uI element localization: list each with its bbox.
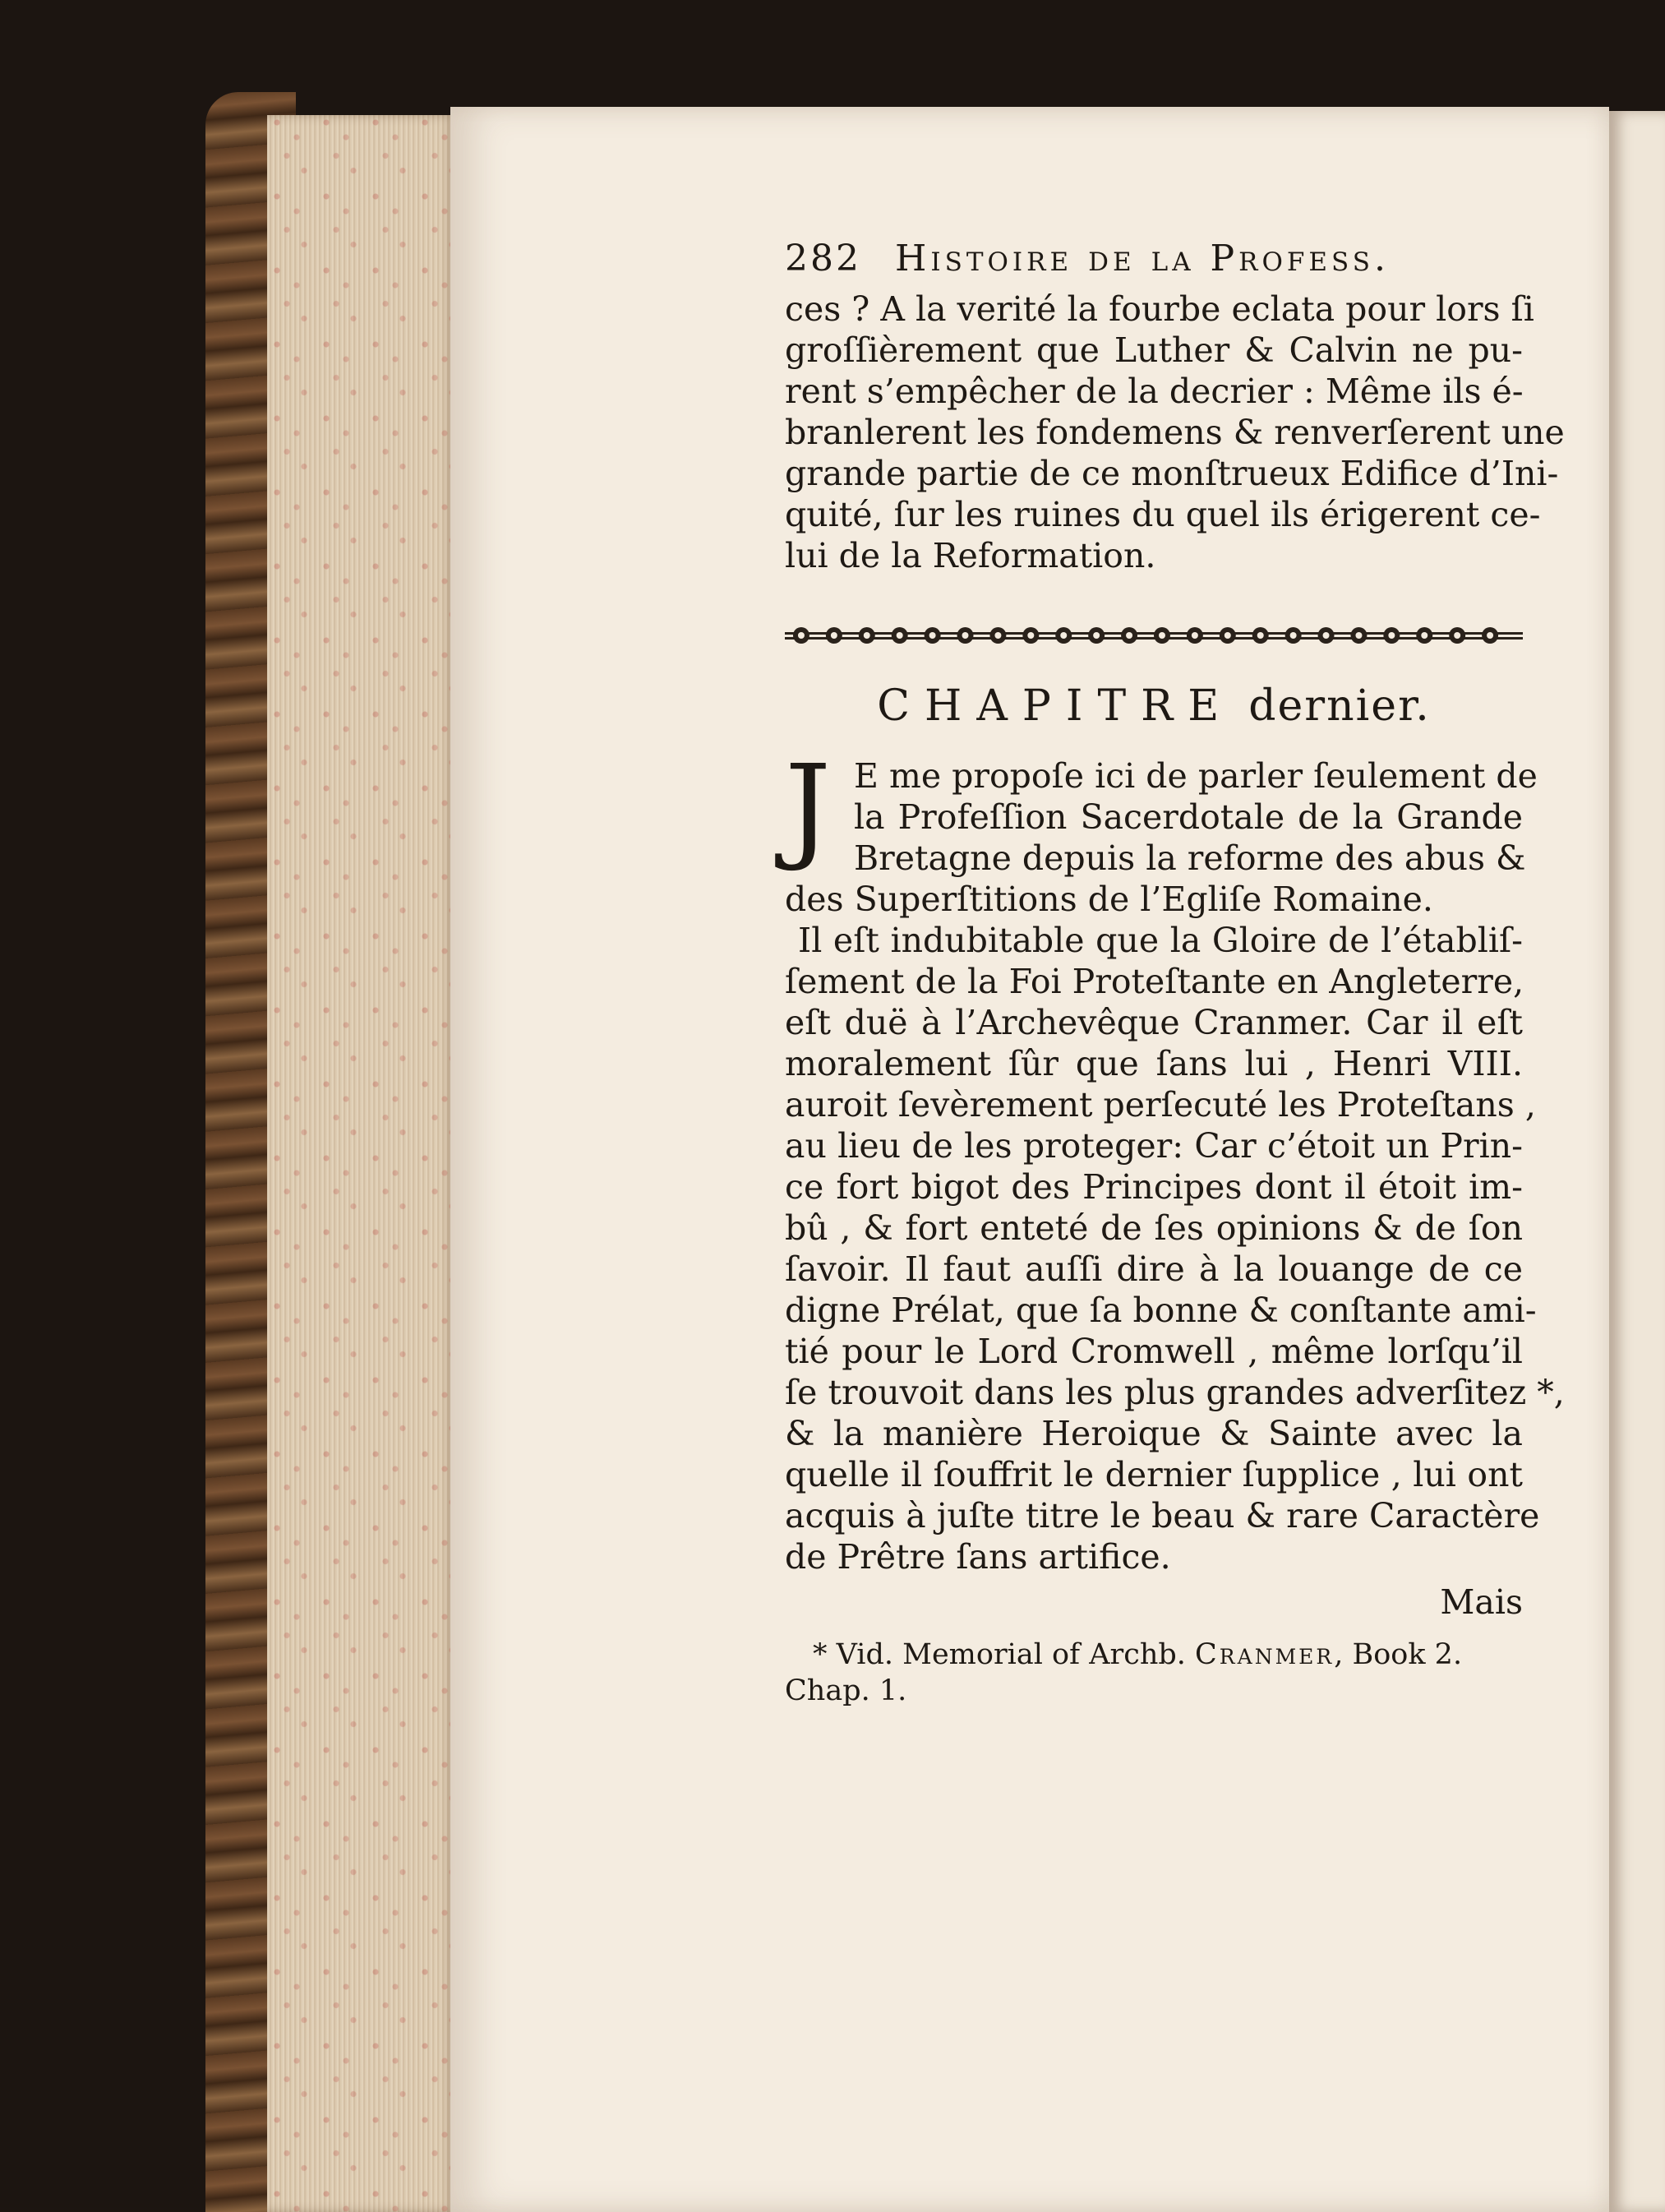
text-line: ſe trouvoit dans les plus grandes adverſitez *, <box>785 1372 1565 1412</box>
footnote-suffix: , Book 2. <box>1334 1637 1463 1671</box>
text-line: Il eſt indubitable que la Gloire de l’établiſ- <box>798 920 1523 960</box>
text-line: digne Prélat, que ſa bonne & conſtante ami- <box>785 1290 1537 1330</box>
text-line: grande partie de ce monſtrueux Edifice d’Ini- <box>785 453 1559 493</box>
text-line: quelle il ſouffrit le dernier ſupplice , lui ont <box>785 1454 1523 1494</box>
text-line: Bretagne depuis la reforme des abus & <box>854 838 1526 878</box>
text-line: ſavoir. Il faut auſſi dire à la louange de ce <box>785 1249 1523 1289</box>
text-line: la Profeſſion Sacerdotale de la Grande <box>854 797 1523 837</box>
catchword: Mais <box>1440 1582 1523 1622</box>
chapter-label: CHAPITRE <box>877 681 1234 731</box>
running-title: Histoire de la Profess. <box>894 238 1390 279</box>
text-line: des Superſtitions de l’Egliſe Romaine. <box>785 879 1433 919</box>
text-line: auroit ſevèrement perſecuté les Proteſtans , <box>785 1084 1536 1124</box>
text-line: au lieu de les proteger: Car c’étoit un Prin- <box>785 1125 1523 1166</box>
paragraph-3 <box>785 920 1565 1577</box>
text-line: & la manière Heroique & Sainte avec la <box>785 1413 1523 1453</box>
paragraph-1 <box>785 289 1565 576</box>
text-line: branlerent les fondemens & renverſerent une <box>785 412 1565 452</box>
text-line: ce fort bigot des Principes dont il étoit im- <box>785 1166 1523 1207</box>
text-line: ces ? A la verité la fourbe eclata pour lors ſi <box>785 289 1534 329</box>
footnote <box>785 1637 1523 1709</box>
drop-capital: J <box>785 740 832 875</box>
footnote-line-2: Chap. 1. <box>785 1674 907 1707</box>
text-line: ſement de la Foi Proteſtante en Angleterre, <box>785 961 1524 1001</box>
footnote-name: Cranmer <box>1195 1637 1335 1671</box>
printer-ornament-band <box>785 621 1523 650</box>
page-text <box>785 238 1565 1709</box>
text-line: tié pour le Lord Cromwell , même lorſqu’il <box>785 1331 1523 1371</box>
text-line: groſſièrement que Luther & Calvin ne pu- <box>785 330 1523 370</box>
paragraph-2 <box>785 740 1538 920</box>
text-line: acquis à juſte titre le beau & rare Caractère <box>785 1495 1540 1535</box>
page-number: 282 <box>785 238 861 279</box>
text-line: E me propoſe ici de parler ſeulement de <box>854 755 1538 796</box>
chapter-heading <box>785 681 1523 731</box>
footnote-line-1 <box>785 1637 1523 1673</box>
running-head <box>785 238 1523 280</box>
text-line: lui de la Reformation. <box>785 535 1156 575</box>
speckled-edge <box>267 115 456 2212</box>
text-line: moralement ſûr que ſans lui , Henri VIII. <box>785 1043 1523 1083</box>
text-line: bû , & fort enteté de ſes opinions & de ſon <box>785 1208 1523 1248</box>
footnote-prefix: * Vid. Memorial of Archb. <box>813 1637 1186 1671</box>
chapter-word: dernier. <box>1248 681 1431 731</box>
facing-page-edge <box>1609 111 1665 2212</box>
text-line: de Prêtre ſans artifice. <box>785 1536 1171 1577</box>
text-line: quité, ſur les ruines du quel ils érigerent ce- <box>785 494 1541 534</box>
text-line: eſt duë à l’Archevêque Cranmer. Car il eſt <box>785 1002 1523 1042</box>
text-line: rent s’empêcher de la decrier : Même ils é- <box>785 371 1524 411</box>
page-block-edge <box>267 115 456 2212</box>
